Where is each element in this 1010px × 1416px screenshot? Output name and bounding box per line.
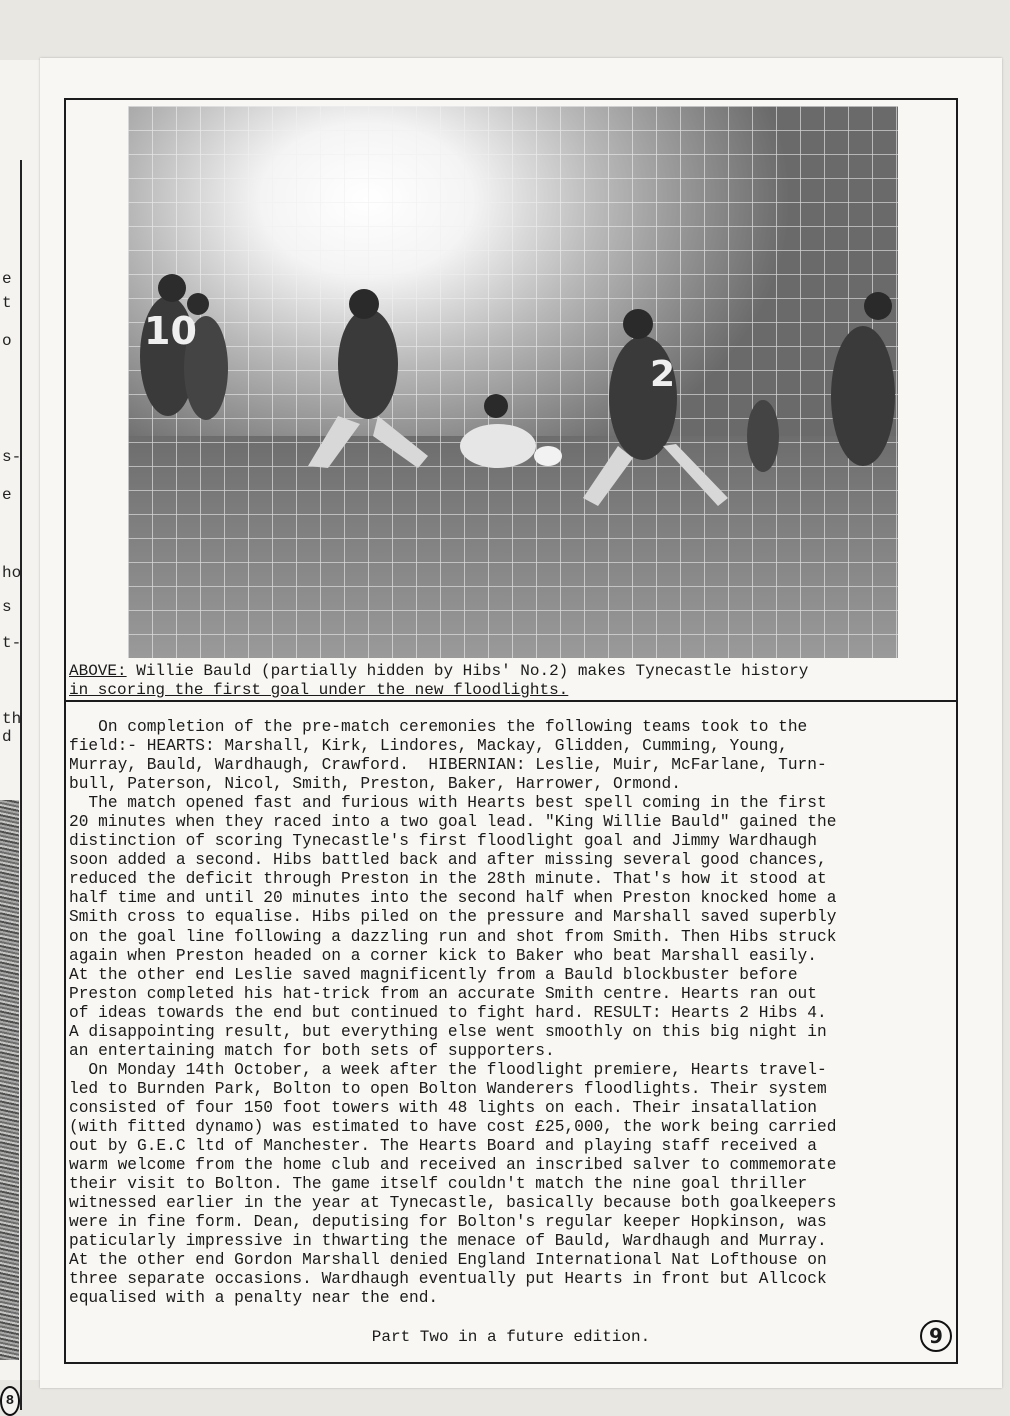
prev-page-fragment: t — [2, 294, 12, 312]
article-line: Preston completed his hat-trick from an accurate Smith centre. Hearts ran out — [69, 984, 817, 1003]
article-line: an entertaining match for both sets of supporters. — [69, 1041, 555, 1060]
previous-page-number: 8 — [0, 1386, 20, 1416]
article-line: At the other end Gordon Marshall denied England International Nat Lofthouse on — [69, 1251, 827, 1270]
prev-page-fragment: o — [2, 332, 12, 350]
article-line: 20 minutes when they raced into a two goal lead. "King Willie Bauld" gained the — [69, 813, 837, 832]
article-line: were in fine form. Dean, deputising for Bolton's regular keeper Hopkinson, was — [69, 1213, 827, 1232]
article-line: of ideas towards the end but continued to fight hard. RESULT: Hearts 2 Hibs 4. — [69, 1003, 827, 1022]
article-line: paticularly impressive in thwarting the menace of Bauld, Wardhaugh and Murray. — [69, 1232, 827, 1251]
article-line: The match opened fast and furious with Hearts best spell coming in the first — [69, 794, 827, 813]
article-line: soon added a second. Hibs battled back and after missing several good chances, — [69, 851, 827, 870]
prev-page-fragment: t- — [2, 634, 22, 652]
programme-page — [40, 58, 1002, 1388]
match-photo — [128, 106, 898, 658]
article-line: again when Preston headed on a corner kick to Baker who beat Marshall easily. — [69, 946, 817, 965]
prev-page-fragment: e — [2, 486, 12, 504]
article-line: three separate occasions. Wardhaugh eventually put Hearts in front but Allcock — [69, 1270, 827, 1289]
article-line: warm welcome from the home club and received an inscribed salver to commemorate — [69, 1156, 837, 1175]
article-line: led to Burnden Park, Bolton to open Bolton Wanderers floodlights. Their system — [69, 1079, 827, 1098]
photo-caption — [69, 662, 953, 700]
article-line: their visit to Bolton. The game itself couldn't match the nine goal thriller — [69, 1175, 808, 1194]
article-line: (with fitted dynamo) was estimated to have cost £25,000, the work being carried — [69, 1117, 837, 1136]
article-line: equalised with a penalty near the end. — [69, 1289, 439, 1308]
article-line: On completion of the pre-match ceremonies the following teams took to the — [69, 718, 808, 736]
article-body — [69, 718, 955, 1308]
prev-page-fragment: e — [2, 270, 12, 288]
article-line: A disappointing result, but everything else went smoothly on this big night in — [69, 1022, 827, 1041]
article-line: witnessed earlier in the year at Tynecastle, basically because both goalkeepers — [69, 1194, 837, 1213]
prev-page-fragment: ho — [2, 564, 22, 582]
article-line: consisted of four 150 foot towers with 48 lights on each. Their insatallation — [69, 1098, 817, 1117]
article-line: half time and until 20 minutes into the second half when Preston knocked home a — [69, 889, 837, 908]
prev-page-fragment: d — [2, 728, 12, 746]
caption-line-2: in scoring the first goal under the new floodlights. — [69, 681, 569, 699]
prev-page-fragment: th — [2, 710, 22, 728]
prev-page-fragment: s — [2, 598, 12, 616]
article-line: At the other end Leslie saved magnificently from a Bauld blockbuster before — [69, 965, 798, 984]
article-line: reduced the deficit through Preston in the 28th minute. That's how it stood at — [69, 870, 827, 889]
caption-line-1: Willie Bauld (partially hidden by Hibs' No.2) makes Tynecastle history — [126, 662, 809, 680]
article-line: field:- HEARTS: Marshall, Kirk, Lindores, Mackay, Glidden, Cumming, Young, — [69, 737, 788, 756]
floodlit-goal-photo — [128, 106, 898, 658]
previous-page-photo-edge — [0, 800, 19, 1360]
prev-page-fragment: s- — [2, 448, 22, 466]
article-line: Smith cross to equalise. Hibs piled on the pressure and Marshall saved superbly — [69, 908, 837, 927]
caption-divider — [64, 700, 956, 702]
article-line: bull, Paterson, Nicol, Smith, Preston, Baker, Harrower, Ormond. — [69, 775, 681, 794]
caption-label: ABOVE: — [69, 662, 127, 680]
continuation-note: Part Two in a future edition. — [371, 1328, 651, 1346]
article-line: On Monday 14th October, a week after the floodlight premiere, Hearts travel- — [69, 1060, 827, 1079]
article-line: out by G.E.C ltd of Manchester. The Hearts Board and playing staff received a — [69, 1137, 817, 1156]
article-line: distinction of scoring Tynecastle's first floodlight goal and Jimmy Wardhaugh — [69, 832, 817, 851]
page-number: 9 — [920, 1320, 952, 1352]
page-frame — [64, 98, 958, 1364]
article-line: Murray, Bauld, Wardhaugh, Crawford. HIBERNIAN: Leslie, Muir, McFarlane, Turn- — [69, 756, 827, 775]
article-line: on the goal line following a dazzling run and shot from Smith. Then Hibs struck — [69, 927, 837, 946]
shirt-number-2: 2 — [650, 354, 676, 395]
previous-page-strip — [0, 60, 41, 1409]
shirt-number-10: 10 — [144, 309, 197, 353]
